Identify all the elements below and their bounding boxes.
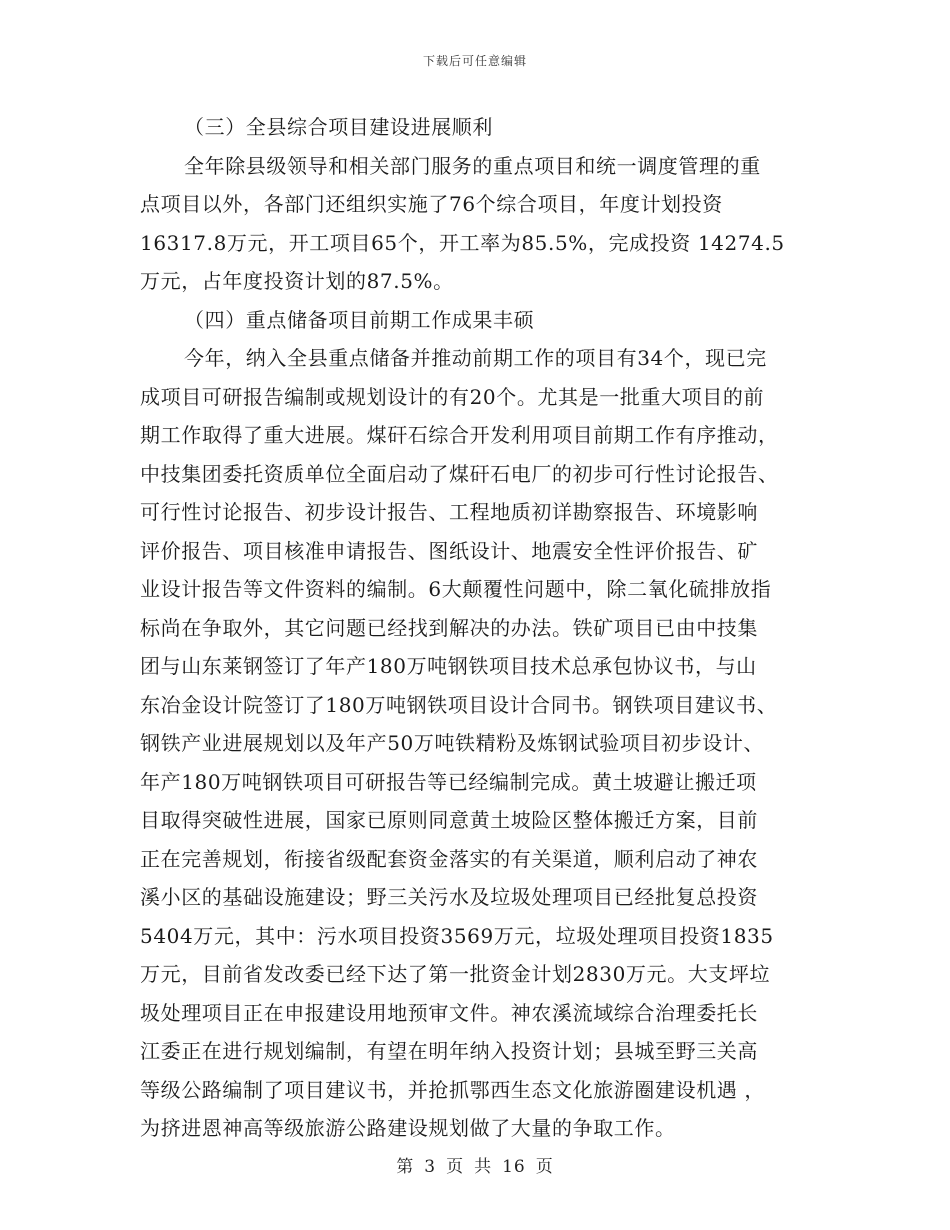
paragraph-line: 万元，目前省发改委已经下达了第一批资金计划2830万元。大支坪垃 (140, 962, 771, 986)
paragraph-line: 钢铁产业进展规划以及年产50万吨铁精粉及炼钢试验项目初步设计、 (140, 731, 765, 755)
section-heading-3: （三）全县综合项目建设进展顺利 (184, 115, 493, 139)
footer-page-unit: 页 (446, 1157, 465, 1177)
paragraph-line: 业设计报告等文件资料的编制。6大颠覆性问题中，除二氧化硫排放指 (140, 577, 772, 601)
paragraph-line: 年产180万吨钢铁项目可研报告等已经编制完成。黄土坡避让搬迁项 (140, 769, 757, 794)
paragraph-line: 评价报告、项目核准申请报告、图纸设计、地震安全性评价报告、矿 (140, 538, 758, 563)
paragraph-line: 江委正在进行规划编制，有望在明年纳入投资计划；县城至野三关高 (140, 1039, 758, 1063)
paragraph-line: 目取得突破性进展，国家已原则同意黄土坡险区整体搬迁方案，目前 (140, 808, 758, 832)
paragraph-line: 可行性讨论报告、初步设计报告、工程地质初详勘察报告、环境影响 (140, 500, 758, 524)
total-pages: 16 (502, 1157, 526, 1177)
paragraph-line: 全年除县级领导和相关部门服务的重点项目和统一调度管理的重 (184, 153, 761, 178)
paragraph-line: 16317.8万元，开工项目65个，开工率为85.5%，完成投资 14274.5 (140, 230, 785, 255)
page-number: 3 (424, 1157, 437, 1177)
paragraph-line: 今年，纳入全县重点储备并推动前期工作的项目有34个，现已完 (184, 346, 767, 370)
paragraph-line: 期工作取得了重大进展。煤矸石综合开发利用项目前期工作有序推动， (140, 423, 779, 447)
paragraph-line: 等级公路编制了项目建议书，并抢抓鄂西生态文化旅游圈建设机遇 ， (140, 1077, 765, 1102)
paragraph-line: 东冶金设计院签订了180万吨钢铁项目设计合同书。钢铁项目建议书、 (140, 692, 778, 717)
paragraph-line: 圾处理项目正在申报建设用地预审文件。神农溪流域综合治理委托长 (140, 1000, 758, 1025)
paragraph-line: 成项目可研报告编制或规划设计的有20个。尤其是一批重大项目的前 (140, 384, 765, 409)
body-text (140, 108, 812, 1148)
paragraph-line: 溪小区的基础设施建设；野三关污水及垃圾处理项目已经批复总投资 (140, 885, 758, 909)
footer-total-unit: 页 (535, 1157, 554, 1177)
paragraph-line: 点项目以外，各部门还组织实施了76个综合项目，年度计划投资 (140, 192, 723, 216)
header-note: 下载后可任意编辑 (422, 54, 527, 68)
paragraph-line: 5404万元，其中：污水项目投资3569万元，垃圾处理项目投资1835 (140, 923, 774, 948)
paragraph-line: 万元，占年度投资计划的87.5%。 (140, 269, 454, 293)
footer-prefix: 第 (396, 1157, 415, 1177)
section-heading-4: （四）重点储备项目前期工作成果丰硕 (184, 307, 535, 332)
paragraph-line: 标尚在争取外，其它问题已经找到解决的办法。铁矿项目已由中技集 (140, 615, 758, 640)
paragraph-line: 团与山东莱钢签订了年产180万吨钢铁项目技术总承包协议书，与山 (140, 654, 757, 678)
page-footer (0, 1152, 950, 1177)
footer-total-prefix: 共 (474, 1157, 493, 1177)
paragraph-line: 为挤进恩神高等级旅游公路建设规划做了大量的争取工作。 (140, 1116, 676, 1140)
paragraph-line: 正在完善规划，衔接省级配套资金落实的有关渠道，顺利启动了神农 (140, 846, 758, 871)
paragraph-line: 中技集团委托资质单位全面启动了煤矸石电厂的初步可行性讨论报告、 (140, 461, 779, 486)
